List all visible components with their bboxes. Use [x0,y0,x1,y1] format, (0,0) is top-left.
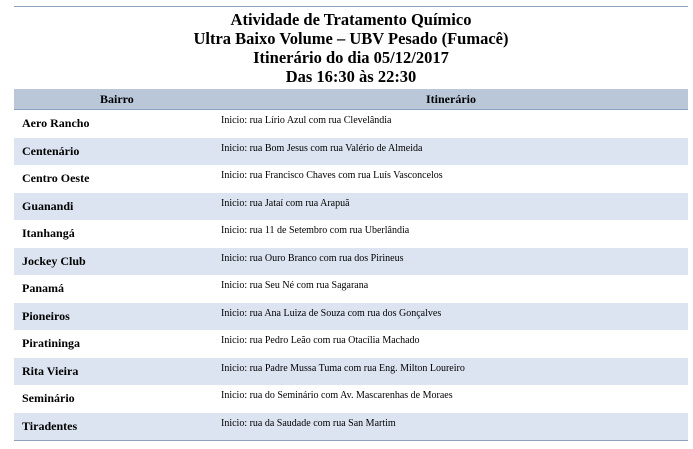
itinerary-table [14,89,688,441]
cell-bairro: Centenário [22,143,80,158]
cell-itinerario: Inicio: rua Padre Mussa Tuma com rua Eng. Milton Loureiro [221,362,465,374]
title-method: Ultra Baixo Volume – UBV Pesado (Fumacê) [193,29,509,48]
cell-itinerario: Inicio: rua Ana Luiza de Souza com rua dos Gonçalves [221,307,442,319]
cell-bairro: Aero Rancho [22,116,90,130]
cell-bairro: Guanandi [22,198,74,213]
table-row [14,138,688,166]
cell-bairro: Itanhangá [22,226,75,240]
table-row [14,110,688,138]
cell-itinerario: Inicio: rua 11 de Setembro com rua Uberlândia [221,225,410,236]
cell-itinerario: Inicio: rua Bom Jesus com rua Valério de Almeida [221,142,423,154]
table-row [14,413,688,441]
title-activity: Atividade de Tratamento Químico [230,10,472,29]
bottom-divider [14,440,688,441]
table-row [14,303,688,331]
cell-itinerario: Inicio: rua Pedro Leão com rua Otacília Machado [221,335,420,346]
table-header [14,89,688,110]
cell-bairro: Seminário [22,391,75,405]
title-time-range: Das 16:30 às 22:30 [285,67,417,86]
cell-bairro: Rita Vieira [22,363,79,378]
cell-itinerario: Inicio: rua do Seminário com Av. Mascarenhas de Moraes [221,390,453,401]
title-block [14,10,688,86]
table-row [14,275,688,303]
table-row [14,385,688,413]
cell-bairro: Panamá [22,281,64,295]
header-itinerario: Itinerário [426,92,476,106]
cell-bairro: Piratininga [22,336,81,350]
cell-itinerario: Inicio: rua da Saudade com rua San Martim [221,417,396,429]
table-row [14,248,688,276]
table-row [14,220,688,248]
table-row [14,330,688,358]
cell-itinerario: Inicio: rua Seu Né com rua Sagarana [221,280,369,291]
cell-bairro: Tiradentes [22,418,78,433]
cell-itinerario: Inicio: rua Jataí com rua Arapuã [221,197,350,209]
cell-itinerario: Inicio: rua Francisco Chaves com rua Luís Vasconcelos [221,170,443,181]
top-divider [14,6,688,7]
cell-itinerario: Inicio: rua Lírio Azul com rua Clevelândia [221,115,392,126]
title-date: Itinerário do dia 05/12/2017 [253,48,449,67]
header-bairro: Bairro [100,92,134,106]
table-row [14,193,688,221]
cell-itinerario: Inicio: rua Ouro Branco com rua dos Pirineus [221,252,404,264]
cell-bairro: Pioneiros [22,308,70,323]
cell-bairro: Centro Oeste [22,171,90,185]
cell-bairro: Jockey Club [22,253,86,268]
table-row [14,358,688,386]
table-row [14,165,688,193]
